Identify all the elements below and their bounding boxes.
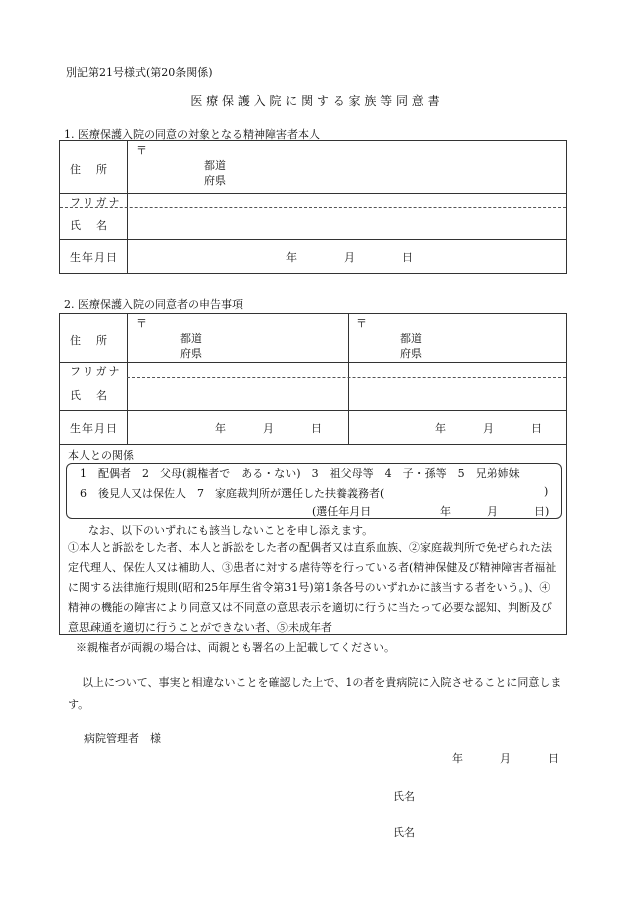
form-id: 別記第21号様式(第20条関係) [66, 66, 213, 79]
page-title: 医 療 保 護 入 院 に 関 す る 家 族 等 同 意 書 [190, 94, 440, 108]
birth-month-b: 月 [483, 422, 494, 435]
birth-day-a: 日 [311, 422, 322, 435]
relation-line-2a: 6 後見人又は保佐人 7 家庭裁判所が選任した扶養義務者( [80, 487, 385, 500]
todofuken-b-1: 都道 [400, 332, 422, 345]
signature-label-1: 氏名 [393, 790, 415, 803]
date-month: 月 [500, 752, 511, 765]
address-field[interactable] [130, 155, 560, 191]
declaration-body: ①本人と訴訟をした者、本人と訴訟をした者の配偶者又は直系血族、②家庭裁判所で免ぜられた法定代理人、保佐人又は補助人、③患者に対する虐待等を行っている者(精神保健及び精神障害者福祉に関する法律施行規則(昭和25年厚生省令第31号)第1条各号のいずれかに該当する者をいう。)、④精神の機能の障害により同意又は不同意の意思表示を適切に行うに当たって必要な認知、判断及び意思疎通を適切に行うことができない者、⑤未成年者 [68, 541, 557, 634]
section1-heading: 1. 医療保護入院の同意の対象となる精神障害者本人 [64, 128, 320, 141]
birth-year: 年 [286, 251, 297, 264]
relation-heading: 本人との関係 [68, 449, 134, 462]
signature-field-1[interactable] [420, 784, 570, 804]
addressee: 病院管理者 様 [84, 732, 161, 745]
relation-line-2b: ) [544, 485, 549, 498]
section2-heading: 2. 医療保護入院の同意者の申告事項 [64, 298, 243, 311]
birth-year-a: 年 [215, 422, 226, 435]
postal-mark-b: 〒 [356, 317, 367, 330]
todofuken-label-1: 都道 [204, 159, 226, 172]
relation-line-3-year: 年 [440, 505, 451, 518]
declaration-intro: なお、以下のいずれにも該当しないことを申し添えます。 [88, 524, 374, 537]
birth-day-b: 日 [531, 422, 542, 435]
birth-day: 日 [402, 251, 413, 264]
name-field[interactable] [130, 211, 560, 237]
relation-line-3-month: 月 [487, 505, 498, 518]
furigana-label: フリガナ [70, 196, 122, 209]
address-label: 住 所 [70, 163, 109, 176]
todofuken-a-2: 府県 [180, 347, 202, 360]
name-label: 氏 名 [70, 219, 109, 232]
relation-line-3a: (選任年月日 [312, 505, 372, 518]
relation-line-3-day: 日) [534, 505, 550, 518]
date-year: 年 [452, 752, 463, 765]
relation-line-1: 1 配偶者 2 父母(親権者で ある・ない) 3 祖父母等 4 子・孫等 5 兄弟姉妹 [80, 467, 520, 480]
birth-month-a: 月 [263, 422, 274, 435]
address-label-2: 住 所 [70, 334, 109, 347]
todofuken-a-1: 都道 [180, 332, 202, 345]
section2-table [59, 313, 567, 635]
date-day: 日 [548, 752, 559, 765]
birth-year-b: 年 [435, 422, 446, 435]
furigana-label-2: フリガナ [70, 365, 122, 378]
note: ※親権者が両親の場合は、両親とも署名の上記載してください。 [76, 641, 395, 654]
furigana-field[interactable] [130, 195, 560, 206]
postal-mark: 〒 [136, 144, 147, 157]
todofuken-b-2: 府県 [400, 347, 422, 360]
section1-table [59, 140, 567, 274]
signature-field-2[interactable] [420, 820, 570, 840]
todofuken-label-2: 府県 [204, 174, 226, 187]
birthdate-label-2: 生年月日 [70, 422, 118, 435]
birth-month: 月 [344, 251, 355, 264]
consent-text: 以上について、事実と相違ないことを確認した上で、1の者を貴病院に入院させることに同意します。 [68, 676, 562, 711]
postal-mark-a: 〒 [136, 317, 147, 330]
signature-label-2: 氏名 [393, 826, 415, 839]
birthdate-label: 生年月日 [70, 251, 118, 264]
name-label-2: 氏 名 [70, 389, 109, 402]
